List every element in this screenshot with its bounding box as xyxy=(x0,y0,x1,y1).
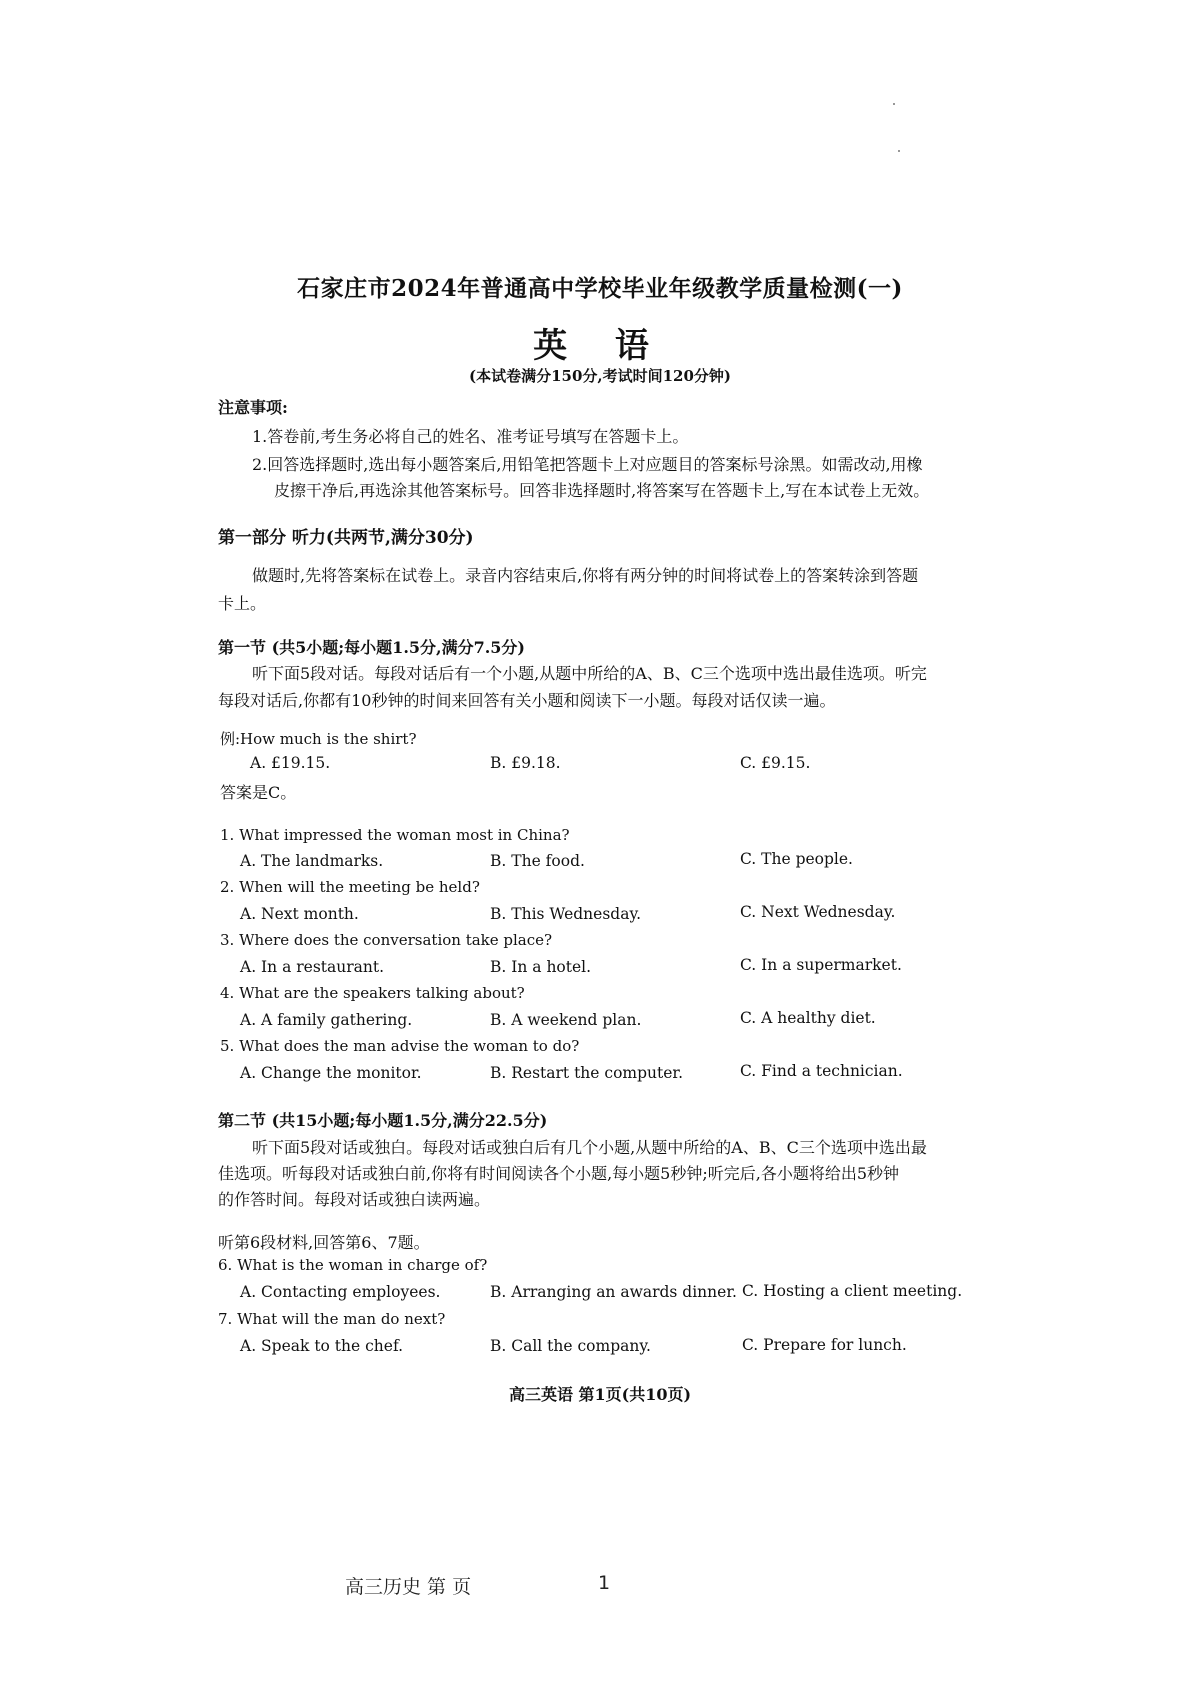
scan-speck xyxy=(893,103,895,105)
question-3-option-b: B. In a hotel. xyxy=(490,958,592,976)
question-6-option-a: A. Contacting employees. xyxy=(240,1283,441,1301)
example-question: 例:How much is the shirt? xyxy=(220,730,417,748)
question-4-option-a: A. A family gathering. xyxy=(240,1011,413,1029)
example-option-a: A. £19.15. xyxy=(250,754,331,772)
question-2-option-c: C. Next Wednesday. xyxy=(740,903,896,921)
question-3: 3. Where does the conversation take place? xyxy=(220,931,553,949)
section1-instruction: 每段对话后,你都有10秒钟的时间来回答有关小题和阅读下一小题。每段对话仅读一遍。 xyxy=(218,691,836,710)
section2-instruction: 听下面5段对话或独白。每段对话或独白后有几个小题,从题中所给的A、B、C三个选项中选出最 xyxy=(252,1138,927,1157)
question-3-option-a: A. In a restaurant. xyxy=(240,958,385,976)
question-1-option-c: C. The people. xyxy=(740,850,853,868)
example-option-c: C. £9.15. xyxy=(740,754,811,772)
notice-item: 皮擦干净后,再选涂其他答案标号。回答非选择题时,将答案写在答题卡上,写在本试卷上无效。 xyxy=(274,481,930,500)
question-2-option-a: A. Next month. xyxy=(240,905,359,923)
question-6: 6. What is the woman in charge of? xyxy=(218,1256,488,1274)
section2-instruction: 佳选项。听每段对话或独白前,你将有时间阅读各个小题,每小题5秒钟;听完后,各小题将给出5秒钟 xyxy=(218,1164,900,1183)
part1-heading: 第一部分 听力(共两节,满分30分) xyxy=(218,528,474,548)
question-6-option-b: B. Arranging an awards dinner. xyxy=(490,1283,737,1301)
question-5: 5. What does the man advise the woman to do? xyxy=(220,1037,580,1055)
question-7: 7. What will the man do next? xyxy=(218,1310,446,1328)
score-info: (本试卷满分150分,考试时间120分钟) xyxy=(468,367,732,385)
section2-heading: 第二节 (共15小题;每小题1.5分,满分22.5分) xyxy=(218,1111,548,1130)
section1-instruction: 听下面5段对话。每段对话后有一个小题,从题中所给的A、B、C三个选项中选出最佳选项。听完 xyxy=(252,664,927,683)
exam-subject: 英 语 xyxy=(533,326,667,366)
question-7-option-c: C. Prepare for lunch. xyxy=(742,1336,907,1354)
bottom-label: 高三历史 第 页 xyxy=(345,1576,472,1598)
example-option-b: B. £9.18. xyxy=(490,754,561,772)
question-4-option-c: C. A healthy diet. xyxy=(740,1009,876,1027)
part1-intro: 做题时,先将答案标在试卷上。录音内容结束后,你将有两分钟的时间将试卷上的答案转涂到答题 xyxy=(252,566,919,585)
question-7-option-b: B. Call the company. xyxy=(490,1337,651,1355)
question-3-option-c: C. In a supermarket. xyxy=(740,956,902,974)
question-1: 1. What impressed the woman most in China? xyxy=(220,826,570,844)
question-5-option-a: A. Change the monitor. xyxy=(240,1064,422,1082)
question-4-option-b: B. A weekend plan. xyxy=(490,1011,642,1029)
question-4: 4. What are the speakers talking about? xyxy=(220,984,525,1002)
part1-intro: 卡上。 xyxy=(218,594,267,613)
notice-item: 2.回答选择题时,选出每小题答案后,用铅笔把答题卡上对应题目的答案标号涂黑。如需改动,用橡 xyxy=(252,455,923,474)
notice-item: 1.答卷前,考生务必将自己的姓名、准考证号填写在答题卡上。 xyxy=(252,427,689,446)
notice-heading: 注意事项: xyxy=(218,398,288,417)
example-answer: 答案是C。 xyxy=(220,783,297,802)
question-6-option-c: C. Hosting a client meeting. xyxy=(742,1282,963,1300)
section1-heading: 第一节 (共5小题;每小题1.5分,满分7.5分) xyxy=(218,638,525,657)
question-1-option-a: A. The landmarks. xyxy=(240,852,384,870)
question-2-option-b: B. This Wednesday. xyxy=(490,905,642,923)
question-7-option-a: A. Speak to the chef. xyxy=(240,1337,404,1355)
section2-material: 听第6段材料,回答第6、7题。 xyxy=(218,1233,430,1252)
scan-speck xyxy=(898,150,900,152)
section2-instruction: 的作答时间。每段对话或独白读两遍。 xyxy=(218,1190,491,1209)
page-footer: 高三英语 第1页(共10页) xyxy=(508,1385,692,1404)
question-2: 2. When will the meeting be held? xyxy=(220,878,480,896)
bottom-page-number: 1 xyxy=(598,1572,611,1594)
exam-title: 石家庄市2024年普通高中学校毕业年级教学质量检测(一) xyxy=(297,275,903,302)
question-5-option-c: C. Find a technician. xyxy=(740,1062,903,1080)
question-1-option-b: B. The food. xyxy=(490,852,585,870)
question-5-option-b: B. Restart the computer. xyxy=(490,1064,684,1082)
